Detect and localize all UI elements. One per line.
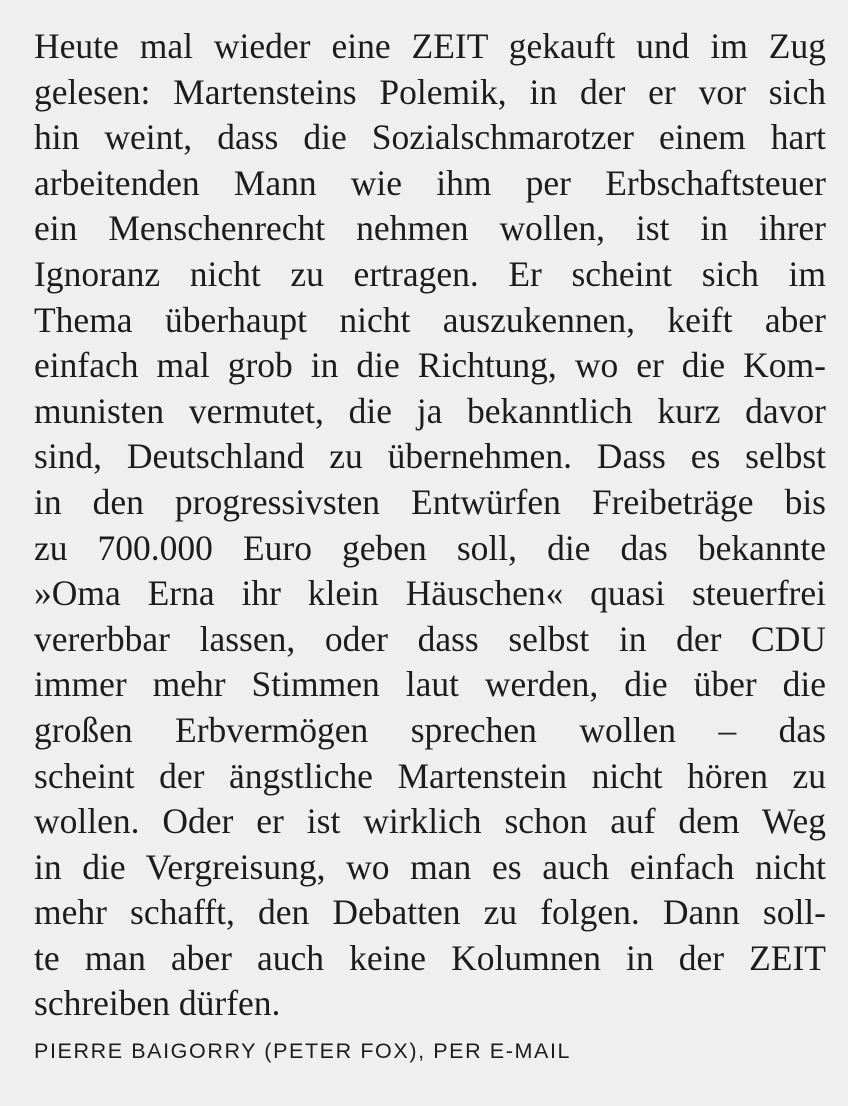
- letter-line: in den progressivsten Entwürfen Freibeträge bis: [34, 481, 826, 522]
- letter-line: in die Vergreisung, wo man es auch einfach nicht: [34, 846, 826, 887]
- letter-line: wollen. Oder er ist wirklich schon auf dem Weg: [34, 801, 826, 842]
- letter-line: scheint der ängstliche Martenstein nicht hören zu: [34, 755, 826, 796]
- letter-line: vererbbar lassen, oder dass selbst in der CDU: [34, 618, 826, 659]
- letter-line: Heute mal wieder eine ZEIT gekauft und im Zug: [34, 26, 826, 66]
- letter-body: [34, 24, 826, 1027]
- letter-line: »Oma Erna ihr klein Häuschen« quasi steuerfrei: [34, 573, 826, 614]
- letter-line: zu 700.000 Euro geben soll, die das bekannte: [34, 527, 826, 568]
- letter-line: te man aber auch keine Kolumnen in der ZEIT: [34, 937, 826, 978]
- letter-line: Thema überhaupt nicht auszukennen, keift aber: [34, 299, 826, 340]
- letter-line: arbeitenden Mann wie ihm per Erbschaftsteuer: [34, 162, 826, 203]
- letter-line: ein Menschenrecht nehmen wollen, ist in ihrer: [34, 208, 826, 249]
- letter-line: sind, Deutschland zu übernehmen. Dass es selbst: [34, 436, 826, 477]
- letter-line: schreiben dürfen.: [34, 983, 281, 1024]
- letter-line: mehr schafft, den Debatten zu folgen. Dann soll-: [34, 892, 826, 933]
- letter-line: munisten vermutet, die ja bekanntlich kurz davor: [34, 390, 826, 431]
- letter-signature: PIERRE BAIGORRY (PETER FOX), PER E-MAIL: [34, 1039, 572, 1064]
- letter-line: einfach mal grob in die Richtung, wo er die Kom-: [34, 345, 826, 386]
- letter-line: gelesen: Martensteins Polemik, in der er vor sich: [34, 71, 826, 112]
- letter-line: großen Erbvermögen sprechen wollen – das: [34, 709, 826, 750]
- letter-line: Ignoranz nicht zu ertragen. Er scheint sich im: [34, 253, 826, 294]
- letter-line: immer mehr Stimmen laut werden, die über die: [34, 664, 826, 705]
- letter-line: hin weint, dass die Sozialschmarotzer einem hart: [34, 117, 826, 158]
